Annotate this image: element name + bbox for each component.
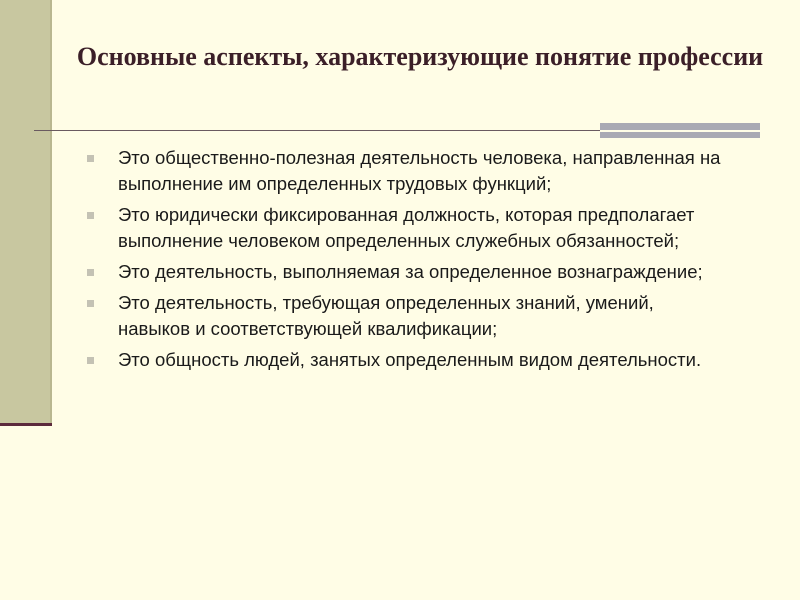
bullet-item bbox=[86, 347, 726, 373]
square-bullet-icon bbox=[87, 212, 94, 219]
bullet-text: Это общественно-полезная деятельность человека, направленная на выполнение им определенных трудовых функций; bbox=[118, 147, 721, 194]
bullet-text: Это общность людей, занятых определенным видом деятельности. bbox=[118, 349, 702, 370]
title-divider-block-stripe bbox=[600, 130, 760, 132]
title-divider-line bbox=[34, 130, 600, 131]
bullet-item bbox=[86, 145, 726, 197]
bullet-text: Это юридически фиксированная должность, которая предполагает выполнение человеком определенных служебных обязанностей; bbox=[118, 204, 695, 251]
bullet-item bbox=[86, 259, 726, 285]
left-bar-edge-line bbox=[50, 0, 52, 426]
bullet-text: Это деятельность, выполняемая за определенное вознаграждение; bbox=[118, 261, 703, 282]
square-bullet-icon bbox=[87, 357, 94, 364]
bullet-text: Это деятельность, требующая определенных знаний, умений, навыков и соответствующей квалификации; bbox=[118, 292, 654, 339]
square-bullet-icon bbox=[87, 300, 94, 307]
left-bar-bottom-accent bbox=[0, 423, 52, 426]
square-bullet-icon bbox=[87, 155, 94, 162]
slide-title: Основные аспекты, характеризующие понятие профессии bbox=[76, 42, 764, 71]
bullet-list bbox=[86, 145, 726, 378]
square-bullet-icon bbox=[87, 269, 94, 276]
left-decorative-bar bbox=[0, 0, 52, 426]
bullet-item bbox=[86, 202, 726, 254]
bullet-item bbox=[86, 290, 726, 342]
